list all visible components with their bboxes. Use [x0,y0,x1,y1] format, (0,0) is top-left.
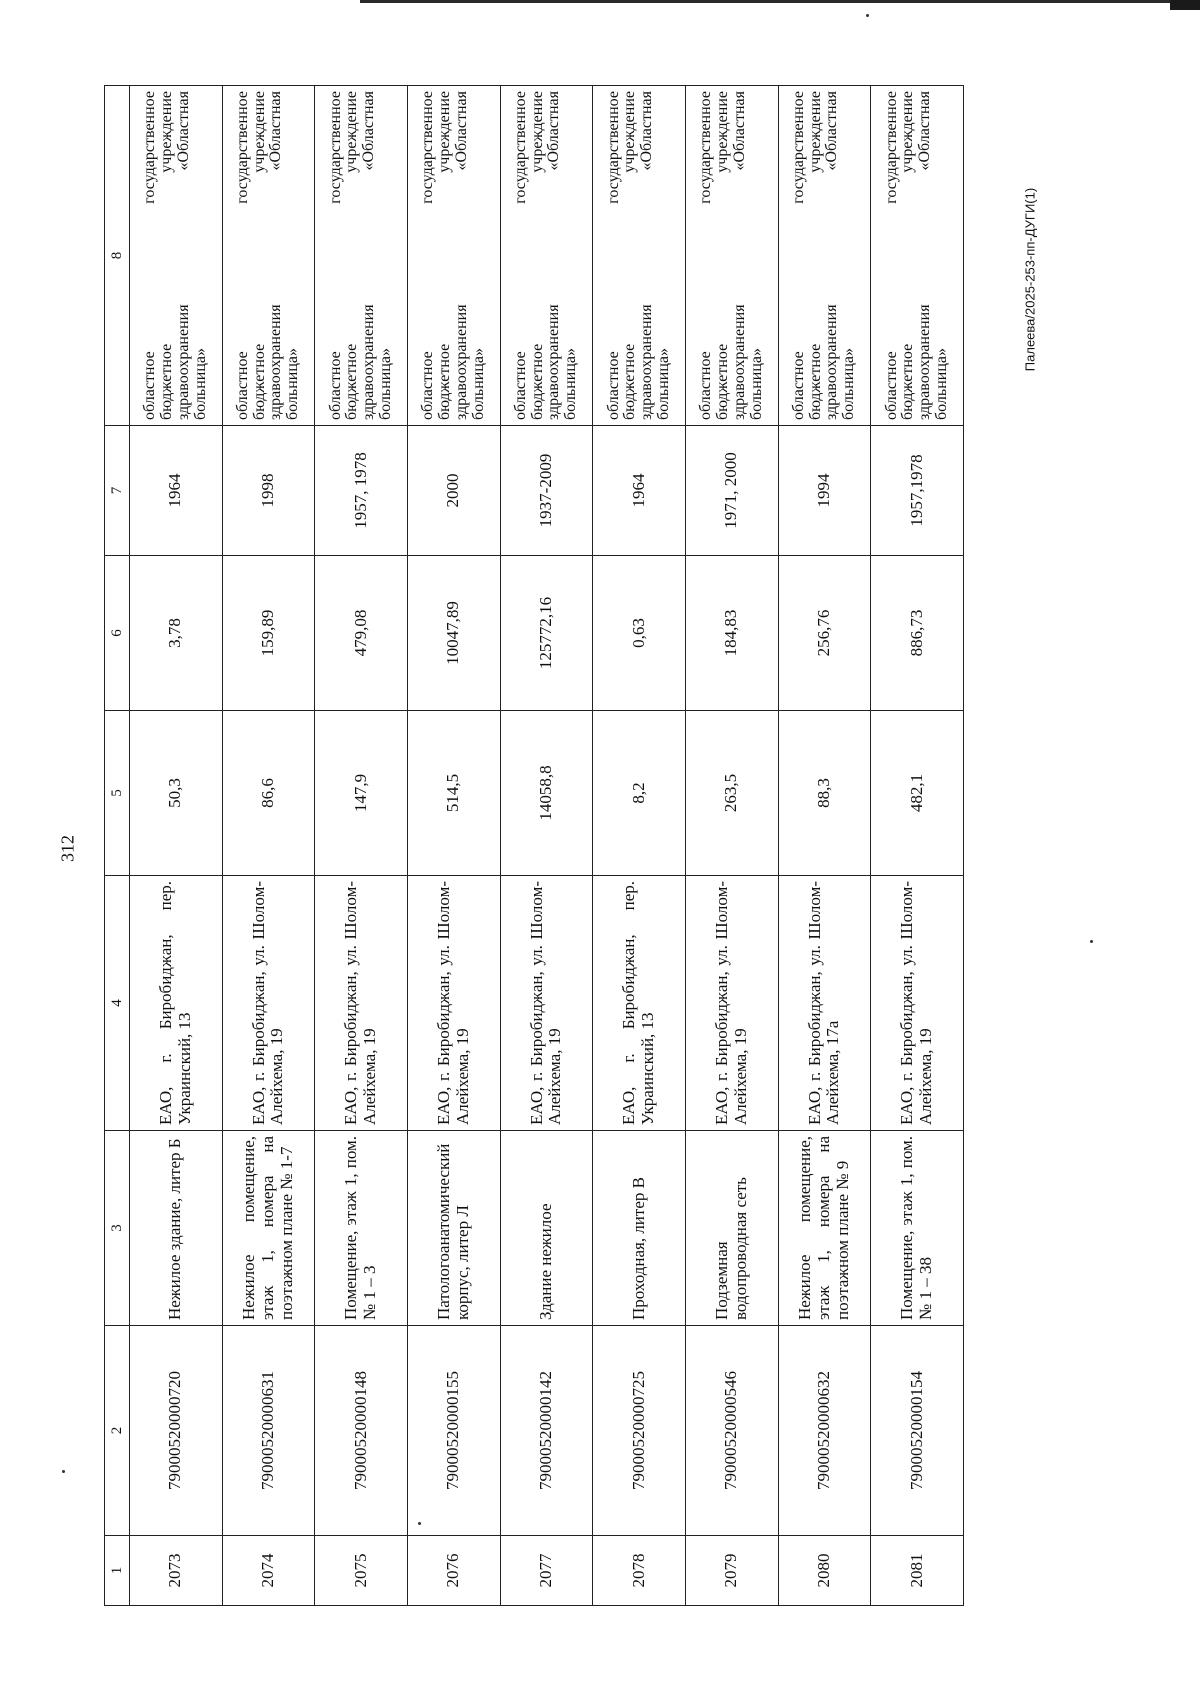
organization-text-line: учреждение [806,91,824,173]
holder-organization-cell [871,86,964,426]
organization-text-line: учреждение [713,91,731,173]
organization-text-line: бюджетное [806,343,824,420]
year-cell: 1964 [130,426,223,556]
organization-text-line: больница» [932,348,950,420]
area-cell: 14058,8 [500,711,593,876]
organization-text-line: здравоохранения [916,304,934,420]
organization-text-line: больница» [191,348,209,420]
organization-text-line: областное [511,351,529,420]
table-row [315,86,408,1606]
organization-text-line: здравоохранения [360,304,378,420]
value-cell: 0,63 [593,556,686,711]
organization-text-line: «Областная [916,91,934,171]
row-number-cell: 2076 [407,1536,500,1606]
organization-text-line: учреждение [899,91,917,173]
organization-text-line: здравоохранения [638,304,656,420]
cadastral-number-cell: 79000520000631 [222,1326,315,1536]
organization-text-line: учреждение [343,91,361,173]
cadastral-number-cell: 79000520000142 [500,1326,593,1536]
organization-text-line: здравоохранения [174,304,192,420]
row-number-cell: 2077 [500,1536,593,1606]
address-cell: ЕАО, г. Биробиджан, пер. Украинский, 13 [593,876,686,1131]
cadastral-number-cell: 79000520000155 [407,1326,500,1536]
row-number-cell: 2075 [315,1536,408,1606]
organization-text-line: областное [604,351,622,420]
value-cell: 10047,89 [407,556,500,711]
holder-organization-cell [685,86,778,426]
scan-edge-line [360,0,1200,3]
organization-text-line: областное [882,351,900,420]
organization-text-line: «Областная [730,91,748,171]
organization-text-line: бюджетное [436,343,453,420]
column-header: 7 [105,426,130,556]
scan-corner-mark [1170,0,1200,10]
organization-text-line: учреждение [528,91,546,173]
value-cell: 256,76 [778,556,871,711]
property-table-container [104,86,964,1606]
year-cell: 1998 [222,426,315,556]
area-cell: 88,3 [778,711,871,876]
address-cell: ЕАО, г. Биробиджан, ул. Шолом-Алейхема, 19 [407,876,500,1131]
organization-text-line: здравоохранения [267,304,285,420]
organization-text-line: «Областная [174,91,192,171]
organization-text-line: государственное [419,91,437,204]
organization-text-line: областное [789,351,807,420]
area-cell: 86,6 [222,711,315,876]
organization-text-line: учреждение [436,91,453,173]
address-cell: ЕАО, г. Биробиджан, ул. Шолом-Алейхема, 19 [222,876,315,1131]
holder-organization-cell [778,86,871,426]
row-number-cell: 2081 [871,1536,964,1606]
holder-organization-cell [315,86,408,426]
scan-speck [62,1470,65,1473]
row-number-cell: 2079 [685,1536,778,1606]
organization-text-line: здравоохранения [452,304,470,420]
organization-text-line: областное [326,351,344,420]
column-number-row [105,86,130,1606]
organization-text-line: государственное [697,91,715,204]
organization-text-line: «Областная [638,91,656,171]
object-name-cell: Нежилое помещение, этаж 1, номера на поэтажном плане № 1-7 [222,1131,315,1326]
table-row [593,86,686,1606]
column-header: 4 [105,876,130,1131]
organization-text-line: здравоохранения [730,304,748,420]
address-cell: ЕАО, г. Биробиджан, ул. Шолом-Алейхема, 19 [685,876,778,1131]
organization-text-line: «Областная [452,91,470,171]
page-number: 312 [57,835,78,862]
column-header: 6 [105,556,130,711]
object-name-cell: Помещение, этаж 1, пом. № 1 – 38 [871,1131,964,1326]
organization-text-line: «Областная [267,91,285,171]
object-name-cell: Патологоанатомический корпус, литер Л [407,1131,500,1326]
scan-speck [866,14,869,17]
organization-text-line: здравоохранения [545,304,563,420]
organization-text-line: государственное [326,91,344,204]
organization-text-line: учреждение [250,91,268,173]
cadastral-number-cell: 79000520000632 [778,1326,871,1536]
footer-reference: Палеева/2025-253-пп-ДУГИ(1) [1022,187,1038,372]
value-cell: 159,89 [222,556,315,711]
area-cell: 263,5 [685,711,778,876]
organization-text-line: государственное [141,91,159,204]
row-number-cell: 2080 [778,1536,871,1606]
year-cell: 2000 [407,426,500,556]
year-cell: 1994 [778,426,871,556]
organization-text-line: государственное [233,91,251,204]
address-cell: ЕАО, г. Биробиджан, ул. Шолом-Алейхема, 17а [778,876,871,1131]
organization-text-line: государственное [882,91,900,204]
year-cell: 1957, 1978 [315,426,408,556]
value-cell: 184,83 [685,556,778,711]
organization-text-line: государственное [604,91,622,204]
table-row [778,86,871,1606]
object-name-cell: Подземная водопроводная сеть [685,1131,778,1326]
address-cell: ЕАО, г. Биробиджан, ул. Шолом-Алейхема, 19 [500,876,593,1131]
row-number-cell: 2078 [593,1536,686,1606]
organization-text-line: бюджетное [528,343,546,420]
organization-text-line: больница» [284,348,302,420]
scan-speck [1090,940,1093,943]
cadastral-number-cell: 79000520000720 [130,1326,223,1536]
organization-text-line: «Областная [823,91,841,171]
year-cell: 1971, 2000 [685,426,778,556]
cadastral-number-cell: 79000520000148 [315,1326,408,1536]
organization-text-line: учреждение [158,91,176,173]
organization-text-line: бюджетное [899,343,917,420]
organization-text-line: бюджетное [158,343,176,420]
table-row [500,86,593,1606]
column-header: 5 [105,711,130,876]
organization-text-line: больница» [469,348,487,420]
organization-text-line: бюджетное [343,343,361,420]
organization-text-line: бюджетное [250,343,268,420]
organization-text-line: «Областная [545,91,563,171]
column-header: 3 [105,1131,130,1326]
organization-text-line: областное [419,351,437,420]
table-row [871,86,964,1606]
object-name-cell: Помещение, этаж 1, пом. № 1 – 3 [315,1131,408,1326]
organization-text-line: государственное [511,91,529,204]
organization-text-line: бюджетное [621,343,639,420]
cadastral-number-cell: 79000520000725 [593,1326,686,1536]
holder-organization-cell [130,86,223,426]
organization-text-line: областное [141,351,159,420]
value-cell: 479,08 [315,556,408,711]
row-number-cell: 2073 [130,1536,223,1606]
address-cell: ЕАО, г. Биробиджан, ул. Шолом-Алейхема, 19 [315,876,408,1131]
organization-text-line: областное [233,351,251,420]
organization-text-line: здравоохранения [823,304,841,420]
table-row [685,86,778,1606]
area-cell: 482,1 [871,711,964,876]
value-cell: 886,73 [871,556,964,711]
organization-text-line: больница» [840,348,858,420]
organization-text-line: больница» [562,348,580,420]
organization-text-line: больница» [654,348,672,420]
year-cell: 1957,1978 [871,426,964,556]
cadastral-number-cell: 79000520000154 [871,1326,964,1536]
object-name-cell: Нежилое здание, литер Б [130,1131,223,1326]
property-table [104,85,964,1606]
organization-text-line: больница» [747,348,765,420]
holder-organization-cell [593,86,686,426]
value-cell: 125772,16 [500,556,593,711]
column-header: 1 [105,1536,130,1606]
column-header: 2 [105,1326,130,1536]
object-name-cell: Проходная, литер В [593,1131,686,1326]
column-header: 8 [105,86,130,426]
area-cell: 50,3 [130,711,223,876]
area-cell: 8,2 [593,711,686,876]
table-row [222,86,315,1606]
row-number-cell: 2074 [222,1536,315,1606]
organization-text-line: государственное [789,91,807,204]
organization-text-line: «Областная [360,91,378,171]
organization-text-line: областное [697,351,715,420]
table-row [407,86,500,1606]
year-cell: 1937-2009 [500,426,593,556]
organization-text-line: бюджетное [713,343,731,420]
cadastral-number-cell: 79000520000546 [685,1326,778,1536]
table-row [130,86,223,1606]
year-cell: 1964 [593,426,686,556]
holder-organization-cell [500,86,593,426]
organization-text-line: учреждение [621,91,639,173]
object-name-cell: Нежилое помещение, этаж 1, номера на поэтажном плане № 9 [778,1131,871,1326]
area-cell: 514,5 [407,711,500,876]
area-cell: 147,9 [315,711,408,876]
address-cell: ЕАО, г. Биробиджан, ул. Шолом-Алейхема, 19 [871,876,964,1131]
object-name-cell: Здание нежилое [500,1131,593,1326]
address-cell: ЕАО, г. Биробиджан, пер. Украинский, 13 [130,876,223,1131]
organization-text-line: больница» [376,348,394,420]
holder-organization-cell [407,86,500,426]
holder-organization-cell [222,86,315,426]
value-cell: 3,78 [130,556,223,711]
